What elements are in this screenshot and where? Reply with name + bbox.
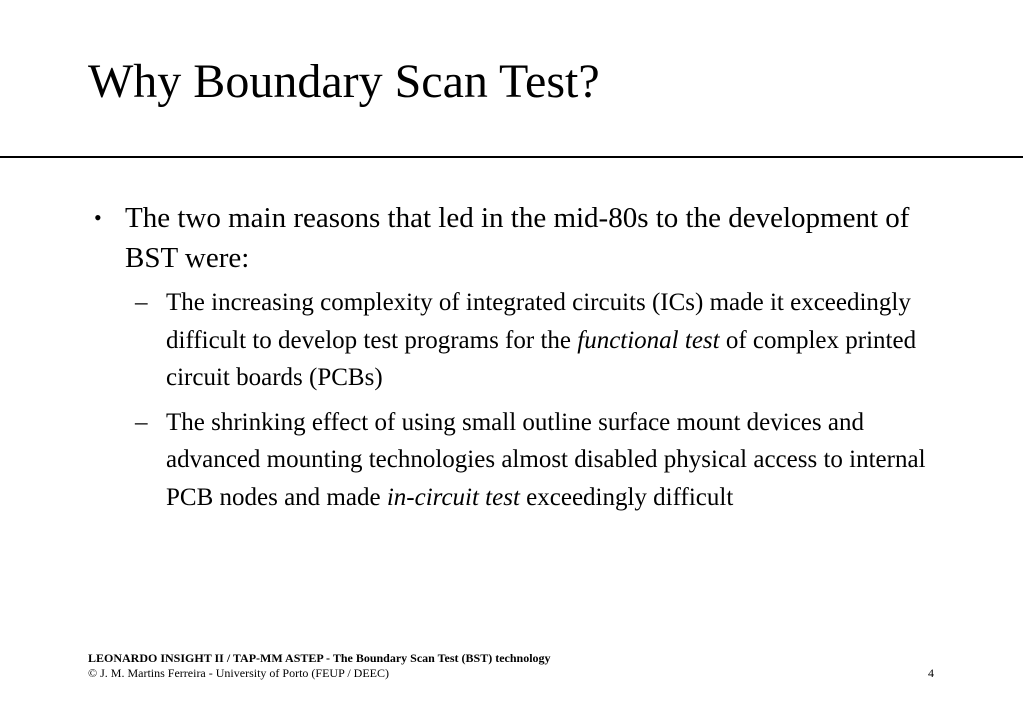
sub-bullet-marker: – [135,408,148,436]
sub-bullet-text-end: exceedingly difficult [519,483,734,511]
main-bullet [94,198,954,278]
sub-bullet-complexity [94,284,956,397]
emphasis-functional-test: functional test [577,326,720,354]
footer-course-title: LEONARDO INSIGHT II / TAP-MM ASTEP - The Boundary Scan Test (BST) technology [88,651,551,665]
sub-bullet-text: The shrinking effect of using small outline surface mount devices and advanced mounting technologies almost disabled physical access to internal PCB nodes and made [166,408,926,511]
slide-content [94,198,954,523]
sub-bullet-list [94,284,954,516]
sub-bullet-text-end: of complex printed circuit boards (PCBs) [166,326,917,391]
footer-copyright: © J. M. Martins Ferreira - University of Porto (FEUP / DEEC) [88,666,389,680]
emphasis-in-circuit-test: in-circuit test [386,483,520,511]
sub-bullet-marker: – [135,289,148,316]
main-bullet-text: The two main reasons that led in the mid-80s to the development of BST were: [125,202,910,274]
sub-bullet-access [94,404,956,517]
slide-title: Why Boundary Scan Test? [88,55,600,108]
sub-bullet-text: The increasing complexity of integrated circuits (ICs) made it exceedingly difficult to develop test programs for the [166,289,911,354]
page-number: 4 [928,666,934,680]
title-divider [0,156,1023,158]
bullet-marker: • [94,205,102,230]
slide-footer [88,651,551,681]
